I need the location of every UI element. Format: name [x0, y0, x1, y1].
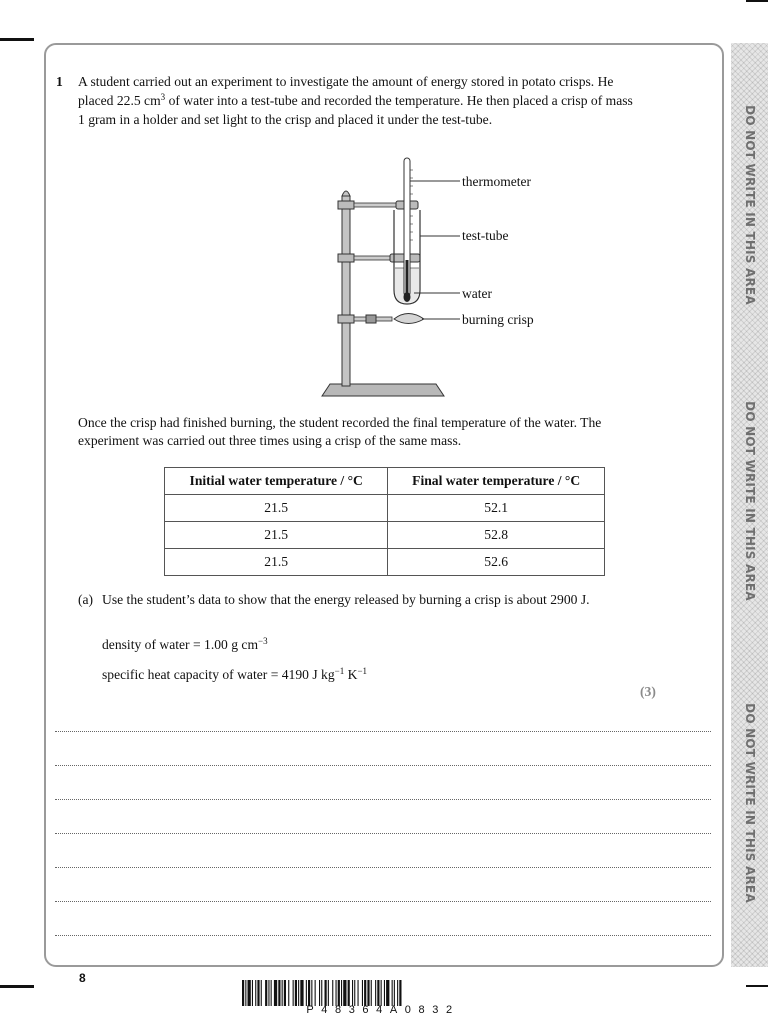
question-1 [56, 72, 636, 129]
page-number: 8 [79, 971, 86, 985]
answer-line[interactable] [55, 833, 711, 834]
cell-final: 52.8 [388, 522, 605, 549]
edge-mark-bottom-left [0, 985, 34, 988]
marks-available: (3) [640, 684, 656, 699]
cell-final: 52.6 [388, 549, 605, 576]
stand-rod [342, 196, 350, 386]
part-a-tag: (a) [78, 592, 94, 607]
table-row [165, 495, 605, 522]
table-header-row [165, 468, 605, 495]
results-intro: Once the crisp had finished burning, the student recorded the final temperature of the water. The experiment was carried out three times using a crisp of the same mass. [78, 415, 602, 448]
question-intro: A student carried out an experiment to investigate the amount of energy stored in potato crisps. He placed 22.5 $cm^3$ of water into a test-tube and recorded the temperature. He then placed a crisp of mass 1 gram in a holder and set light to the crisp and placed it under the test-tube. [78, 74, 633, 127]
table-row [165, 549, 605, 576]
answer-line[interactable] [55, 765, 711, 766]
answer-line[interactable] [55, 867, 711, 868]
table-row [165, 522, 605, 549]
label-thermometer: thermometer [462, 174, 531, 189]
stand-base [322, 384, 444, 396]
part-a-text: Use the student’s data to show that the energy released by burning a crisp is about 2900 J. [102, 592, 590, 607]
crisp-shape [394, 314, 424, 324]
density-of-water: density of water = 1.00 g $cm^{-3}$ [102, 636, 268, 652]
cell-final: 52.1 [388, 495, 605, 522]
boss-clamp-bottom [338, 315, 354, 323]
margin-strip [731, 43, 768, 967]
answer-line[interactable] [55, 935, 711, 936]
header-initial-temp: Initial water temperature / °C [165, 468, 388, 495]
edge-mark-top-left [0, 38, 34, 41]
question-number: 1 [56, 74, 63, 89]
margin-warning-2: DO NOT WRITE IN THIS AREA [742, 401, 757, 601]
label-water: water [462, 286, 492, 301]
label-burning-crisp: burning crisp [462, 312, 534, 327]
header-final-temp: Final water temperature / °C [388, 468, 605, 495]
margin-warning-1: DO NOT WRITE IN THIS AREA [742, 105, 757, 305]
cell-initial: 21.5 [165, 549, 388, 576]
barcode-text: P48364A0832 [306, 1004, 460, 1016]
cell-initial: 21.5 [165, 495, 388, 522]
edge-mark-bottom-right [746, 985, 768, 987]
margin-warning-3: DO NOT WRITE IN THIS AREA [742, 703, 757, 903]
cell-initial: 21.5 [165, 522, 388, 549]
results-table [164, 467, 605, 576]
answer-line[interactable] [55, 799, 711, 800]
barcode-icon [242, 980, 524, 1006]
part-a [78, 591, 638, 609]
answer-line[interactable] [55, 731, 711, 732]
boss-clamp-middle [338, 254, 354, 262]
answer-line[interactable] [55, 901, 711, 902]
specific-heat-capacity: specific heat capacity of water = 4190 J $kg^{-1}$ $K^{-1}$ [102, 666, 368, 682]
apparatus-diagram [310, 150, 560, 402]
label-test-tube: test-tube [462, 228, 509, 243]
boss-clamp-top [338, 201, 354, 209]
edge-mark-top-right [746, 0, 768, 2]
